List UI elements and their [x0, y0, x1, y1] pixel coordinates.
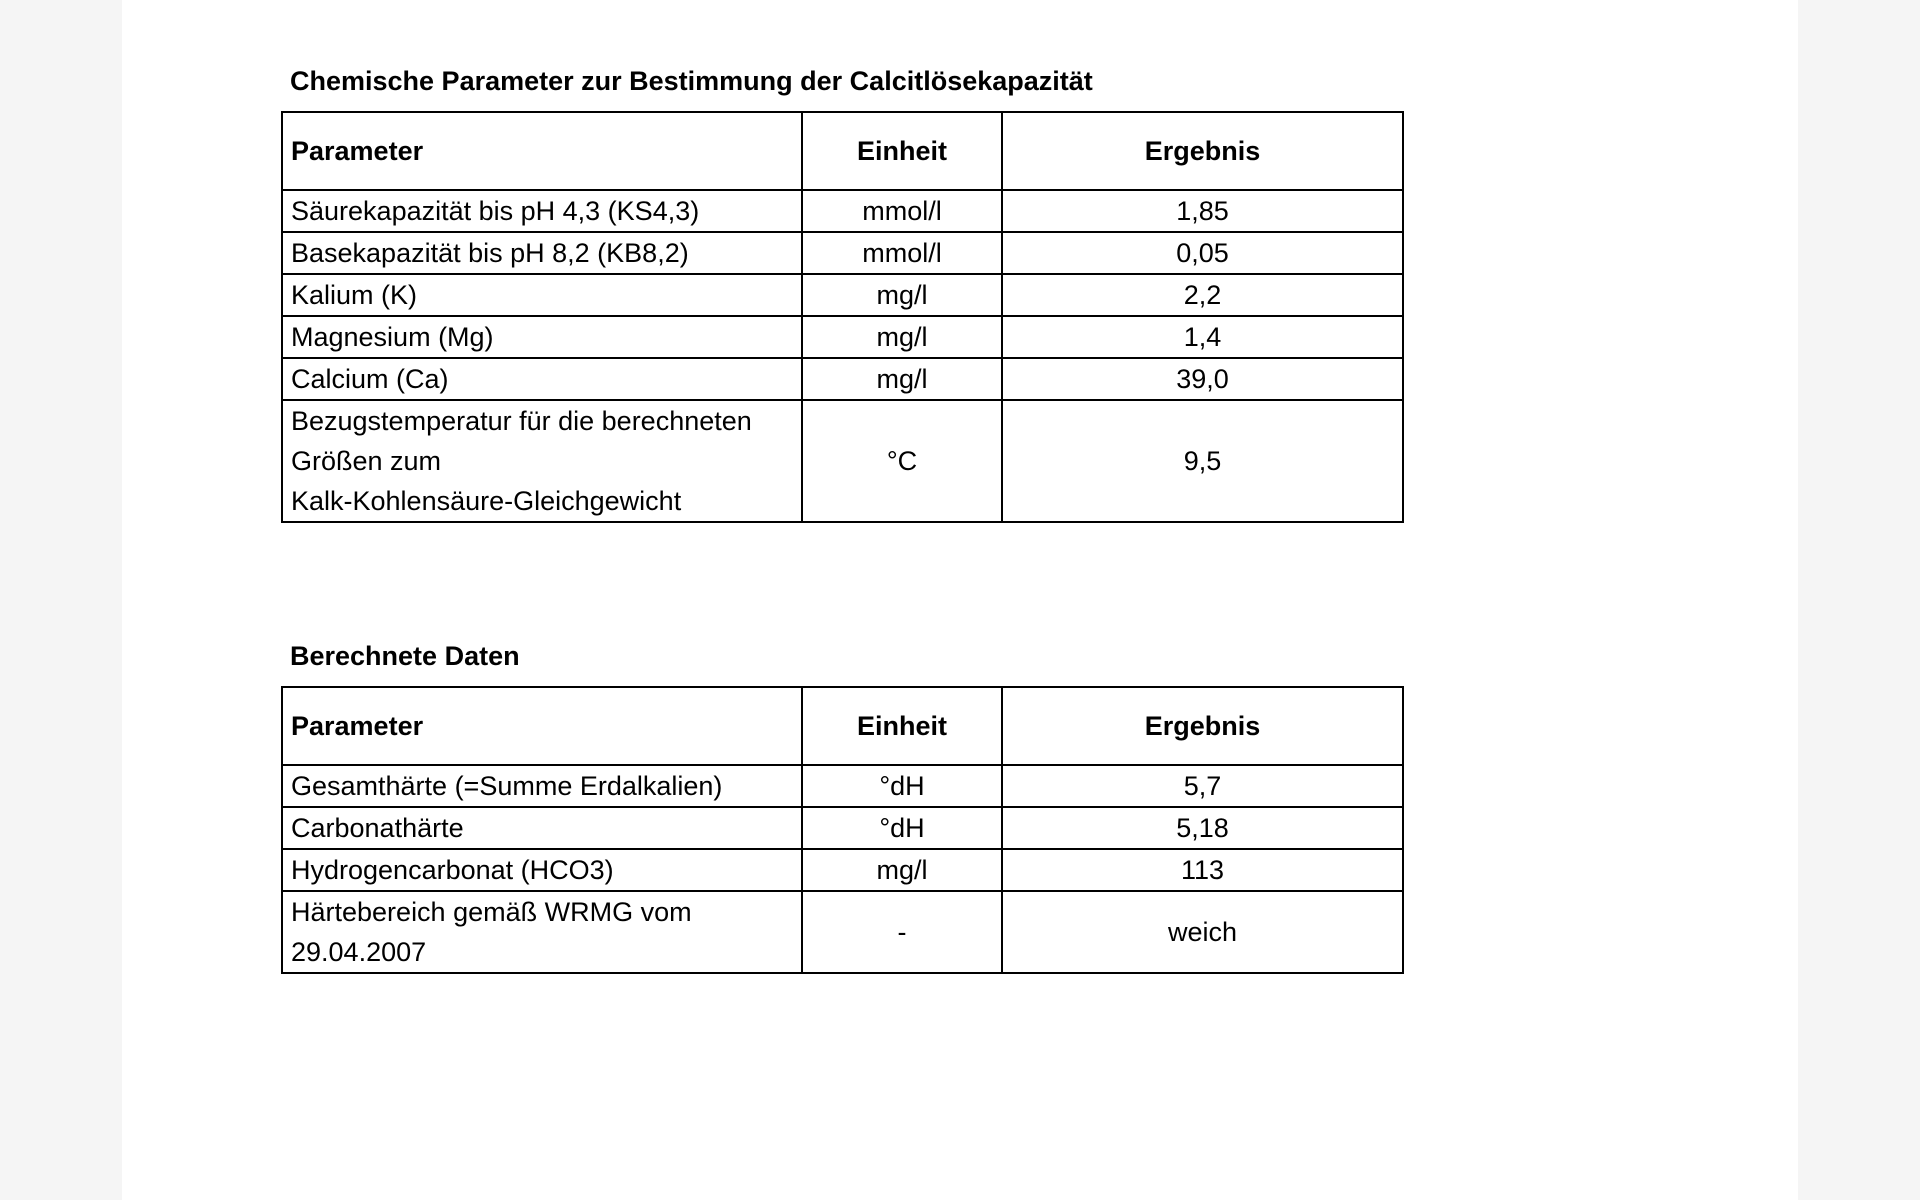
- document-page: [122, 0, 1798, 1200]
- cell-parameter: Carbonathärte: [282, 807, 802, 849]
- cell-unit: -: [802, 891, 1002, 973]
- chemical-parameters-table: [281, 111, 1404, 523]
- cell-result: 1,4: [1002, 316, 1403, 358]
- table-row: [282, 807, 1403, 849]
- cell-unit: mg/l: [802, 358, 1002, 400]
- table-row: [282, 849, 1403, 891]
- cell-parameter: Kalium (K): [282, 274, 802, 316]
- header-parameter: Parameter: [282, 687, 802, 765]
- cell-parameter: Hydrogencarbonat (HCO3): [282, 849, 802, 891]
- cell-parameter-line: Härtebereich gemäß WRMG vom: [291, 897, 692, 927]
- header-parameter: Parameter: [282, 112, 802, 190]
- cell-unit: mmol/l: [802, 232, 1002, 274]
- table-row: [282, 400, 1403, 522]
- cell-parameter: [282, 400, 802, 522]
- cell-parameter: Säurekapazität bis pH 4,3 (KS4,3): [282, 190, 802, 232]
- cell-unit: °C: [802, 400, 1002, 522]
- cell-parameter: [282, 891, 802, 973]
- table-row: [282, 190, 1403, 232]
- header-result: Ergebnis: [1002, 687, 1403, 765]
- cell-parameter-line: 29.04.2007: [291, 937, 427, 967]
- cell-result: 9,5: [1002, 400, 1403, 522]
- cell-result: 39,0: [1002, 358, 1403, 400]
- header-unit: Einheit: [802, 687, 1002, 765]
- cell-result: 0,05: [1002, 232, 1403, 274]
- cell-unit: mg/l: [802, 849, 1002, 891]
- calculated-data-table: [281, 686, 1404, 974]
- cell-parameter: Calcium (Ca): [282, 358, 802, 400]
- header-result: Ergebnis: [1002, 112, 1403, 190]
- header-unit: Einheit: [802, 112, 1002, 190]
- cell-unit: °dH: [802, 765, 1002, 807]
- section-title: Berechnete Daten: [290, 641, 520, 671]
- section-chemical-parameters: [281, 65, 1402, 523]
- table-row: [282, 232, 1403, 274]
- table-row: [282, 765, 1403, 807]
- cell-result: weich: [1002, 891, 1403, 973]
- cell-unit: mg/l: [802, 274, 1002, 316]
- cell-parameter-line: Größen zum: [291, 446, 442, 476]
- section-calculated-data: [281, 640, 1402, 974]
- cell-parameter: Basekapazität bis pH 8,2 (KB8,2): [282, 232, 802, 274]
- cell-result: 1,85: [1002, 190, 1403, 232]
- cell-result: 113: [1002, 849, 1403, 891]
- table-header-row: [282, 112, 1403, 190]
- cell-unit: °dH: [802, 807, 1002, 849]
- table-row: [282, 316, 1403, 358]
- cell-parameter: Gesamthärte (=Summe Erdalkalien): [282, 765, 802, 807]
- table-row: [282, 891, 1403, 973]
- cell-parameter-line: Kalk-Kohlensäure-Gleichgewicht: [291, 486, 682, 516]
- table-row: [282, 358, 1403, 400]
- cell-result: 2,2: [1002, 274, 1403, 316]
- table-row: [282, 274, 1403, 316]
- cell-parameter: Magnesium (Mg): [282, 316, 802, 358]
- cell-parameter-line: Bezugstemperatur für die berechneten: [291, 406, 752, 436]
- table-header-row: [282, 687, 1403, 765]
- cell-result: 5,7: [1002, 765, 1403, 807]
- cell-unit: mg/l: [802, 316, 1002, 358]
- section-title: Chemische Parameter zur Bestimmung der Calcitlösekapazität: [290, 66, 1093, 96]
- cell-unit: mmol/l: [802, 190, 1002, 232]
- cell-result: 5,18: [1002, 807, 1403, 849]
